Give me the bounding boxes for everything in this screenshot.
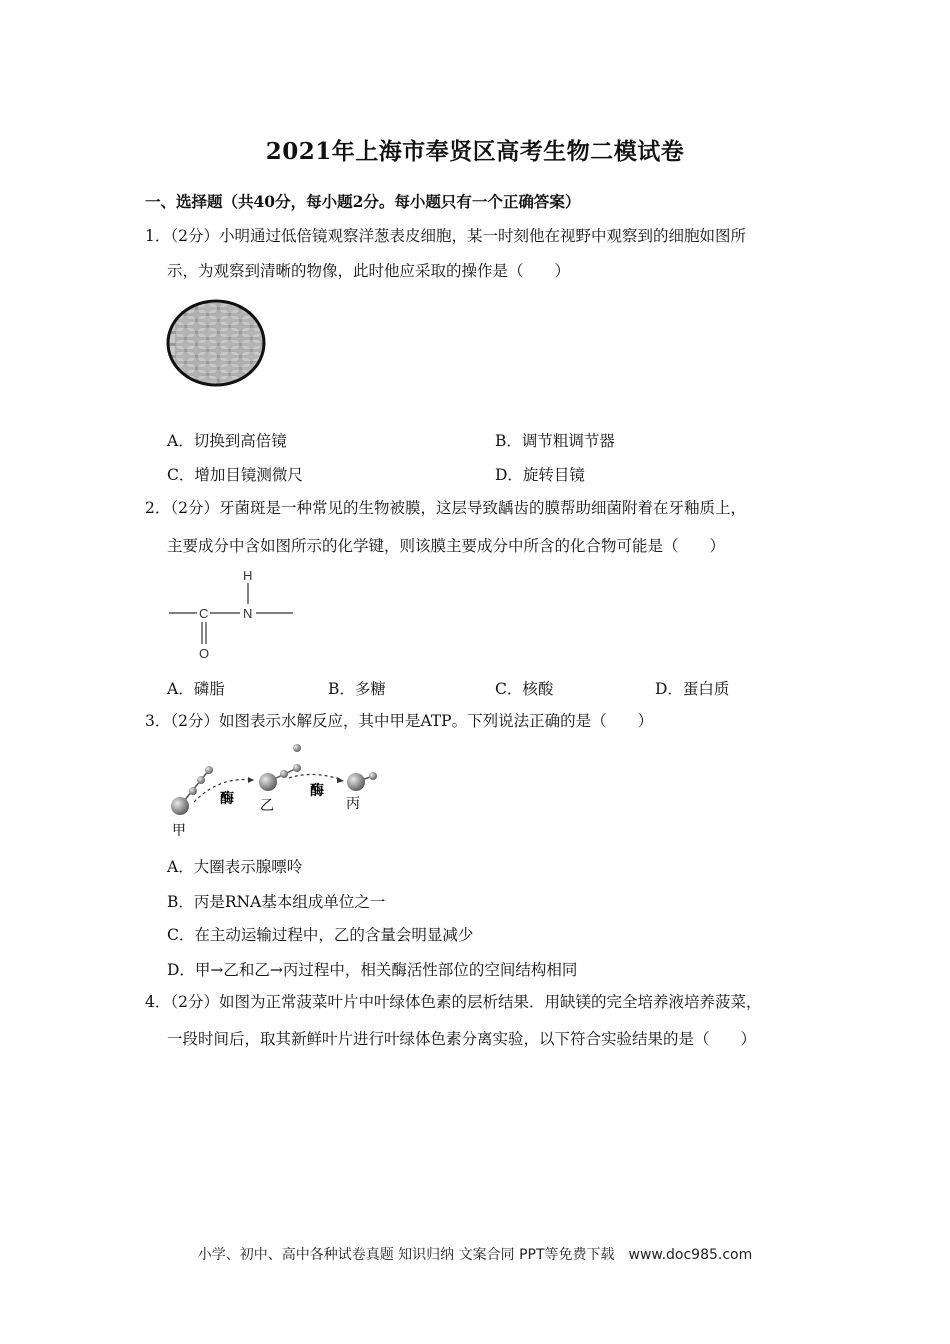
jia-label: 甲 (172, 823, 186, 839)
question-2-line-2: 主要成分中含如图所示的化学键，则该膜主要成分中所含的化合物可能是（ ） (167, 537, 726, 555)
q1-option-a[interactable]: A．切换到高倍镜 (167, 432, 287, 450)
section-heading: 一、选择题（共40分，每小题2分。每小题只有一个正确答案） (145, 192, 581, 211)
q3-option-b[interactable]: B．丙是RNA基本组成单位之一 (167, 893, 386, 911)
q2-option-d[interactable]: D．蛋白质 (655, 680, 730, 698)
question-1-line-1: 1．（2分）小明通过低倍镜观察洋葱表皮细胞，某一时刻他在视野中观察到的细胞如图所 (145, 227, 746, 245)
nitrogen-atom-label: N (243, 606, 253, 621)
q2-option-c[interactable]: C．核酸 (495, 680, 554, 698)
question-3-line-1: 3．（2分）如图表示水解反应，其中甲是ATP。下列说法正确的是（ ） (145, 712, 654, 730)
page-footer: 小学、初中、高中各种试卷真题 知识归纳 文案合同 PPT等免费下载 www.doc985.com (197, 1247, 753, 1263)
oxygen-atom-label: O (199, 646, 210, 661)
q3-option-c[interactable]: C．在主动运输过程中，乙的含量会明显减少 (167, 926, 474, 944)
q2-option-a[interactable]: A．磷脂 (167, 680, 225, 698)
question-4-line-1: 4．（2分）如图为正常菠菜叶片中叶绿体色素的层析结果．用缺镁的完全培养液培养菠菜， (145, 993, 762, 1011)
q3-option-d[interactable]: D．甲→乙和乙→丙过程中，相关酶活性部位的空间结构相同 (167, 961, 578, 979)
q3-option-a[interactable]: A．大圈表示腺嘌呤 (167, 858, 303, 876)
microscope-field-figure (164, 297, 268, 389)
q1-option-d[interactable]: D．旋转目镜 (495, 466, 585, 484)
atp-hydrolysis-figure (164, 740, 394, 840)
question-4-line-2: 一段时间后，取其新鲜叶片进行叶绿体色素分离实验，以下符合实验结果的是（ ） (167, 1030, 757, 1048)
q1-option-b[interactable]: B．调节粗调节器 (495, 432, 615, 450)
question-2-line-1: 2．（2分）牙菌斑是一种常见的生物被膜，这层导致龋齿的膜帮助细菌附着在牙釉质上， (145, 499, 746, 517)
peptide-bond-figure (165, 566, 300, 662)
carbon-atom-label: C (199, 606, 209, 621)
yi-label: 乙 (260, 798, 274, 814)
page-title: 2021年上海市奉贤区高考生物二模试卷 (265, 138, 685, 165)
bing-label: 丙 (346, 796, 360, 812)
hydrogen-atom-label: H (243, 568, 253, 583)
enzyme-label-2: 酶 (310, 783, 324, 799)
q1-option-c[interactable]: C．增加目镜测微尺 (167, 466, 303, 484)
enzyme-label-1: 酶 (220, 791, 234, 807)
q2-option-b[interactable]: B．多糖 (328, 680, 386, 698)
question-1-line-2: 示，为观察到清晰的物像，此时他应采取的操作是（ ） (167, 262, 571, 280)
